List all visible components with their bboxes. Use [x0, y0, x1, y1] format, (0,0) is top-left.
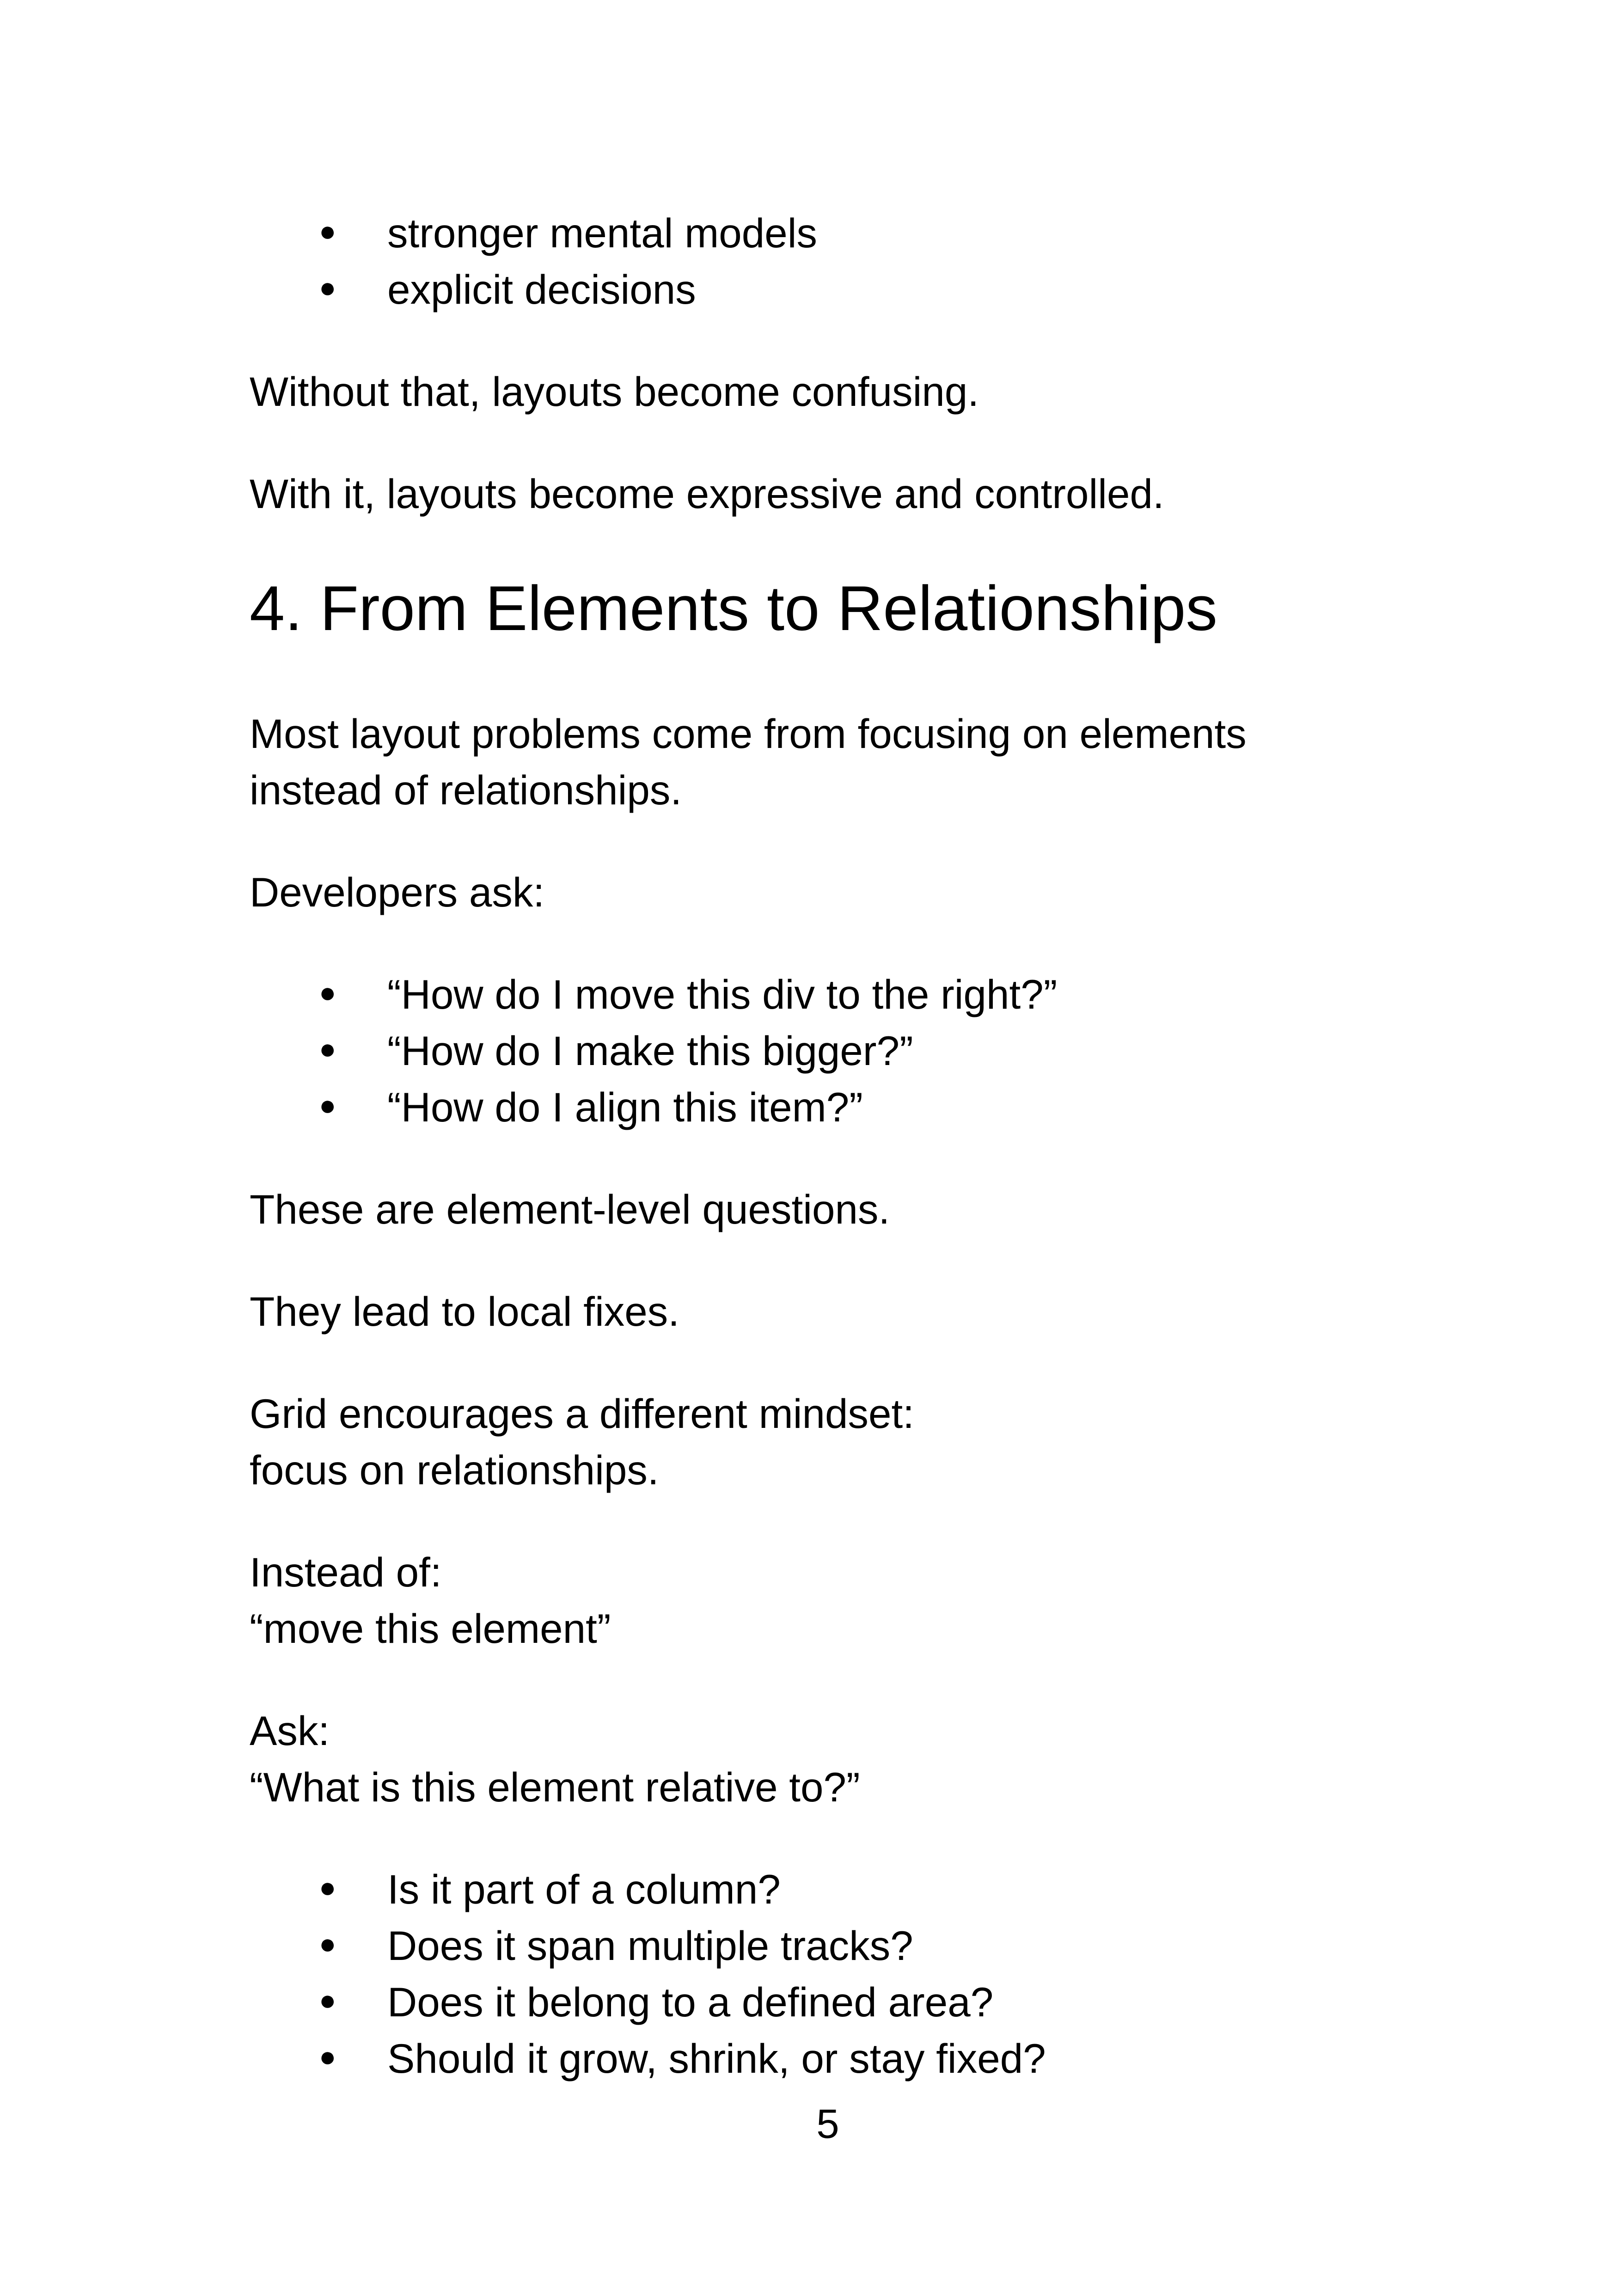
paragraph-ask-line-2: “What is this element relative to?” [250, 1764, 860, 1810]
bullet-marker: ● [319, 1872, 336, 1904]
bullet-marker: ● [319, 1928, 336, 1960]
paragraph-most-line-1: Most layout problems come from focusing on elements [250, 710, 1247, 757]
paragraph-without: Without that, layouts become confusing. [250, 368, 979, 415]
bullet-marker: ● [319, 1033, 336, 1065]
paragraph-with: With it, layouts become expressive and controlled. [250, 471, 1164, 517]
list-item: “How do I align this item?” [387, 1084, 863, 1130]
page-number: 5 [816, 2100, 839, 2147]
paragraph-grid-line-1: Grid encourages a different mindset: [250, 1390, 914, 1437]
list-item: “How do I move this div to the right?” [387, 971, 1058, 1017]
paragraph-instead-line-1: Instead of: [250, 1549, 442, 1595]
list-item: Should it grow, shrink, or stay fixed? [387, 2035, 1046, 2082]
list-item: Is it part of a column? [387, 1866, 781, 1912]
bullet-marker: ● [319, 977, 336, 1009]
paragraph-element-level: These are element-level questions. [250, 1186, 890, 1232]
list-item: explicit decisions [387, 266, 696, 312]
list-item: “How do I make this bigger?” [387, 1028, 913, 1074]
section-heading: 4. From Elements to Relationships [250, 573, 1217, 644]
bullet-marker: ● [319, 1090, 336, 1121]
list-item: stronger mental models [387, 210, 817, 256]
paragraph-developers: Developers ask: [250, 869, 545, 915]
paragraph-local-fixes: They lead to local fixes. [250, 1288, 680, 1335]
paragraph-most-line-2: instead of relationships. [250, 767, 682, 813]
list-item: Does it span multiple tracks? [387, 1923, 913, 1969]
paragraph-instead-line-2: “move this element” [250, 1605, 611, 1652]
bullet-marker: ● [319, 272, 336, 304]
bullet-marker: ● [319, 1984, 336, 2016]
list-item: Does it belong to a defined area? [387, 1979, 994, 2025]
bullet-marker: ● [319, 2041, 336, 2073]
paragraph-grid-line-2: focus on relationships. [250, 1447, 659, 1493]
bullet-marker: ● [319, 215, 336, 247]
paragraph-ask-line-1: Ask: [250, 1708, 330, 1754]
